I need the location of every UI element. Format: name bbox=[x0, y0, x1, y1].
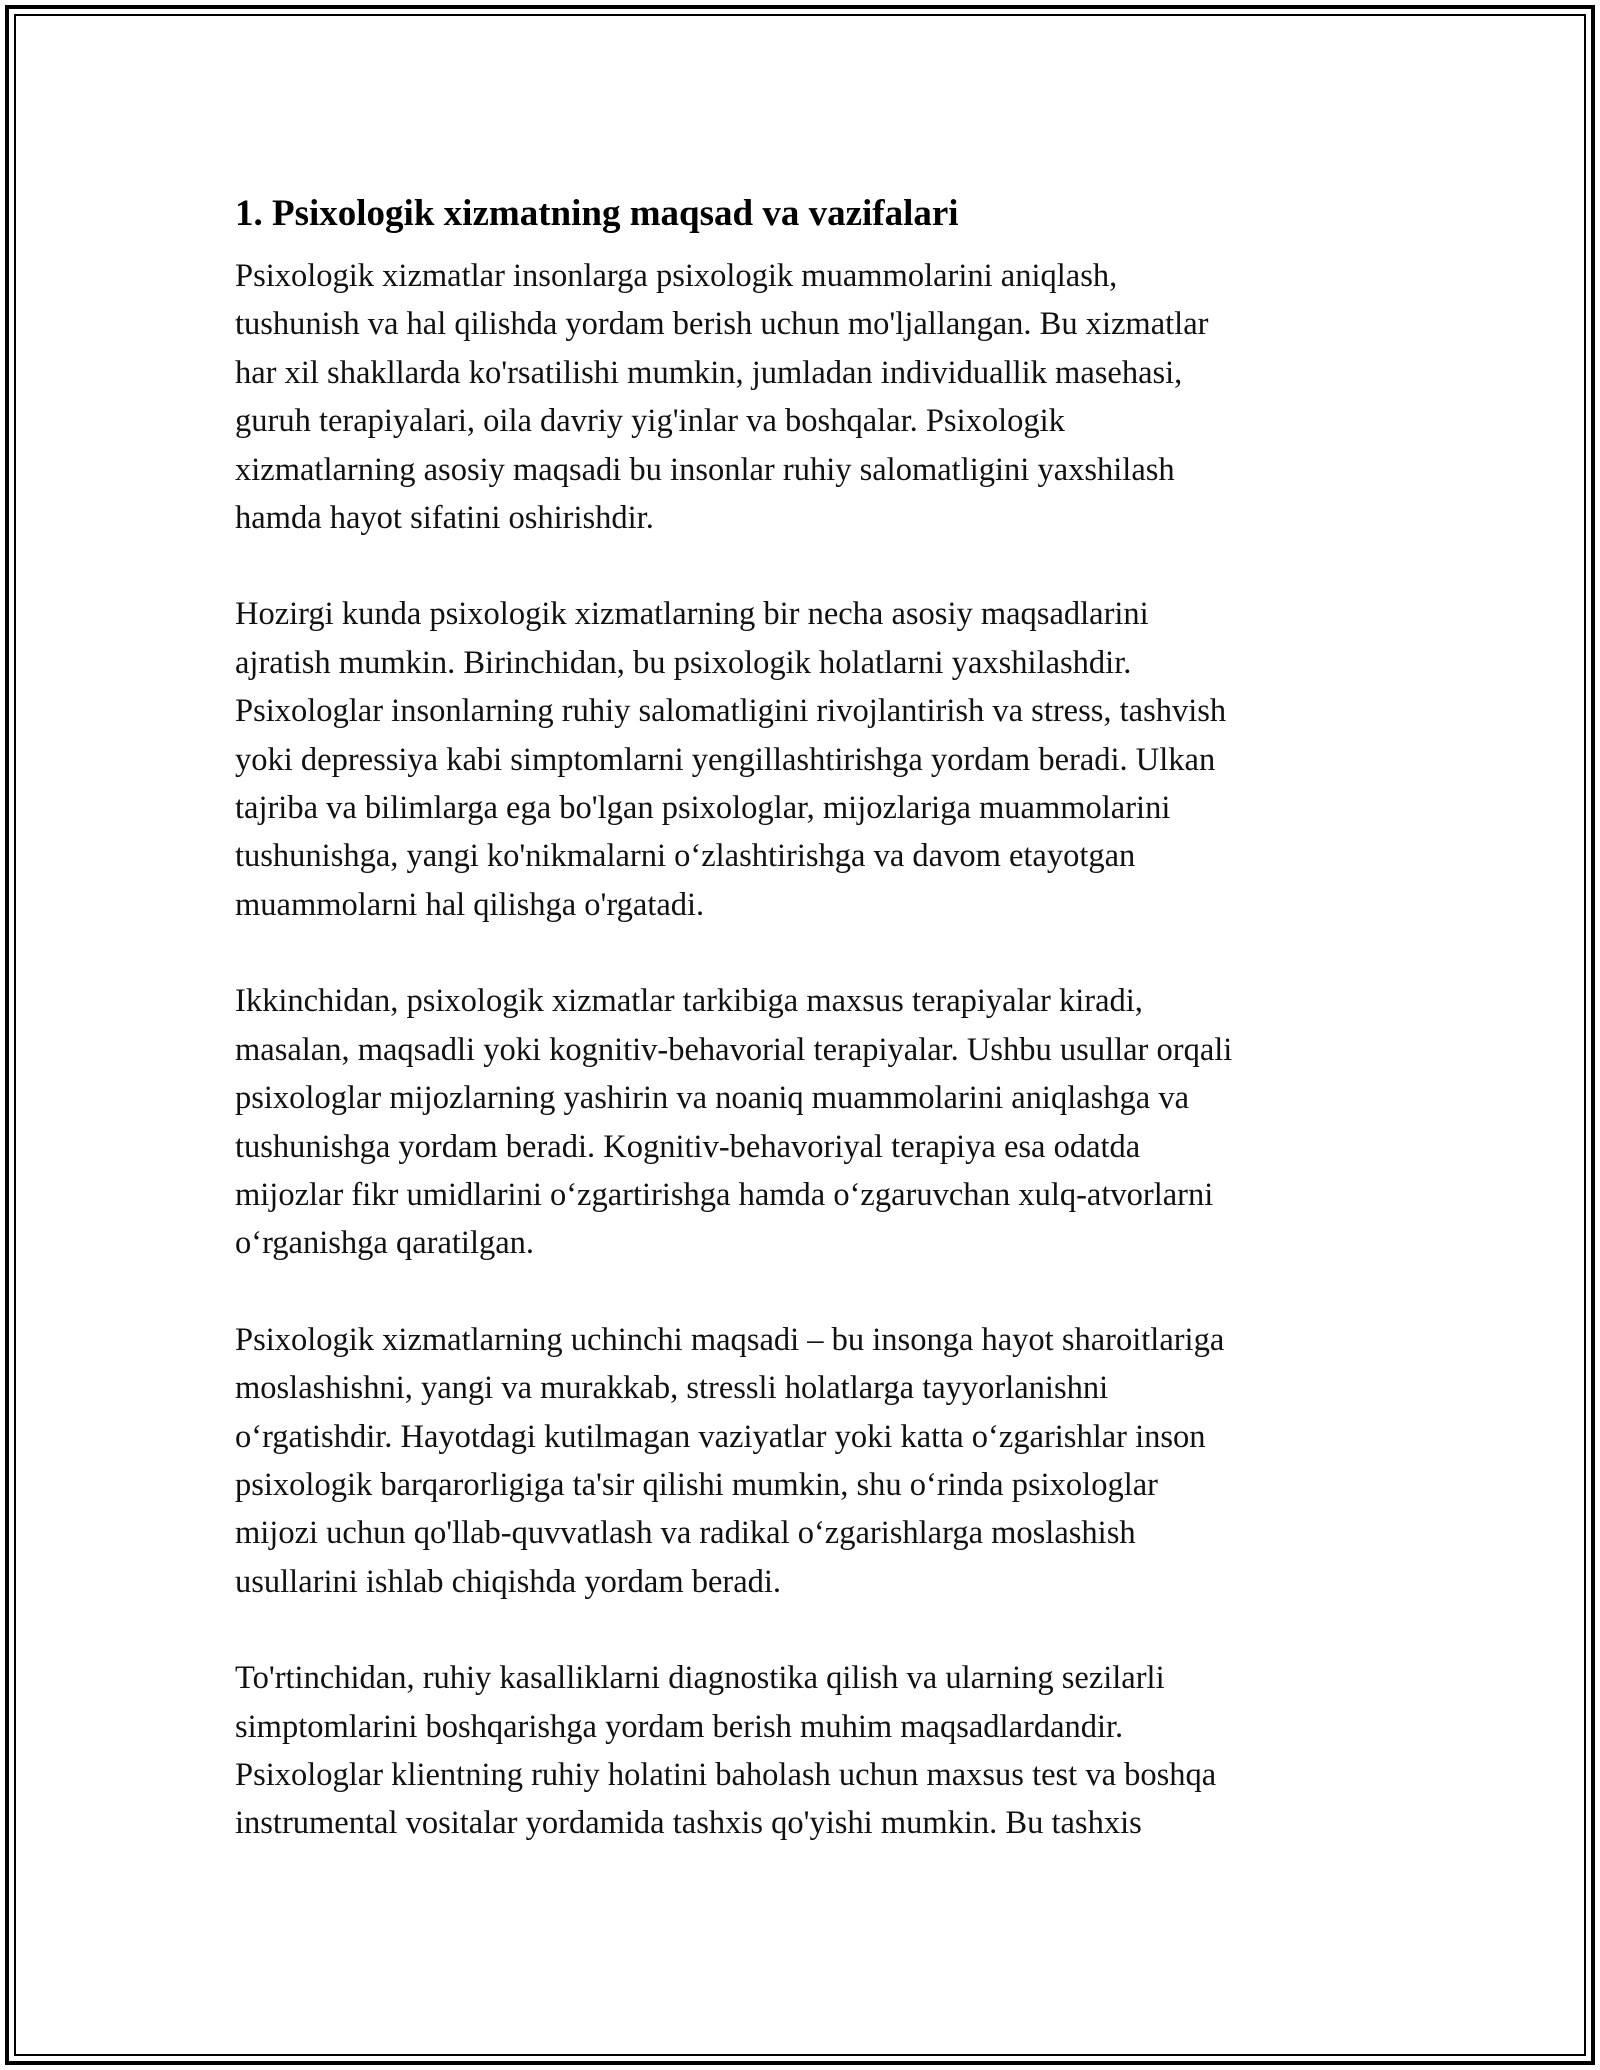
section-heading: 1. Psixologik xizmatning maqsad va vazifalari bbox=[235, 193, 959, 234]
paragraph-1: Psixologik xizmatlar insonlarga psixologik muammolarini aniqlash, tushunish va hal qilishda yordam berish uchun mo'ljallangan. Bu xizmatlar har xil shakllarda ko'rsatilishi mumkin, jumladan individuallik masehasi, guruh terapiyalari, oila davriy yig'inlar va boshqalar. Psixologik xizmatlarning asosiy maqsadi bu insonlar ruhiy salomatligini yaxshilash hamda hayot sifatini oshirishdir. bbox=[235, 258, 1209, 537]
paragraph-2: Hozirgi kunda psixologik xizmatlarning bir necha asosiy maqsadlarini ajratish mumkin. Birinchidan, bu psixologik holatlarni yaxshilashdir. Psixologlar insonlarning ruhiy salomatligini rivojlantirish va stress, tashvish yoki depressiya kabi simptomlarni yengillashtirishga yordam beradi. Ulkan tajriba va bilimlarga ega bo'lgan psixologlar, mijozlariga muammolarini tushunishga, yangi ko'nikmalarni o‘zlashtirishga va davom etayotgan muammolarni hal qilishga o'rgatadi. bbox=[235, 596, 1227, 923]
paragraph-4: Psixologik xizmatlarning uchinchi maqsadi – bu insonga hayot sharoitlariga moslashishni, yangi va murakkab, stressli holatlarga tayyorlanishni o‘rgatishdir. Hayotdagi kutilmagan vaziyatlar yoki katta o‘zgarishlar inson psixologik barqarorligiga ta'sir qilishi mumkin, shu o‘rinda psixologlar mijozi uchun qo'llab-quvvatlash va radikal o‘zgarishlarga moslashish usullarini ishlab chiqishda yordam beradi. bbox=[235, 1321, 1225, 1600]
paragraph-5: To'rtinchidan, ruhiy kasalliklarni diagnostika qilish va ularning sezilarli simptomlarini boshqarishga yordam berish muhim maqsadlardandir. Psixologlar klientning ruhiy holatini baholash uchun maxsus test va boshqa instrumental vositalar yordamida tashxis qo'yishi mumkin. Bu tashxis bbox=[235, 1660, 1217, 1842]
document-body bbox=[235, 188, 1375, 1896]
paragraph-3: Ikkinchidan, psixologik xizmatlar tarkibiga maxsus terapiyalar kiradi, masalan, maqsadli yoki kognitiv-behavorial terapiyalar. Ushbu usullar orqali psixologlar mijozlarning yashirin va noaniq muammolarini aniqlashga va tushunishga yordam beradi. Kognitiv-behavoriyal terapiya esa odatda mijozlar fikr umidlarini o‘zgartirishga hamda o‘zgaruvchan xulq-atvorlarni o‘rganishga qaratilgan. bbox=[235, 983, 1233, 1262]
